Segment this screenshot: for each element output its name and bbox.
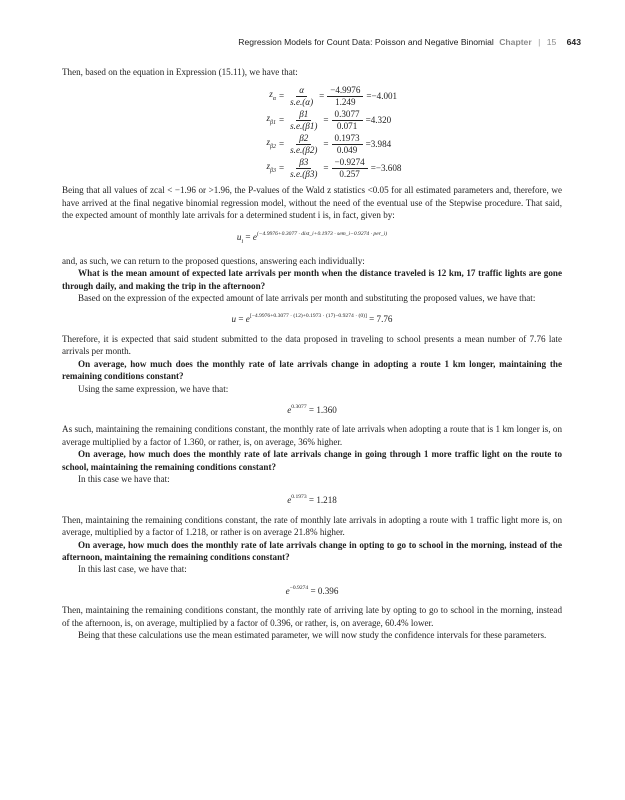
paragraph-traffic-case: In this case we have that:: [78, 473, 170, 484]
fraction-values: $\frac{-4.9976}{1.249}$: [327, 85, 363, 108]
equation-result: 4.320: [370, 115, 392, 126]
paragraph-substitution: Based on the expression of the expected amount of late arrivals per month and substituting the proposed values, we have that:: [78, 293, 536, 304]
z-equation-alpha: $z_\alpha$ = $\frac{\alpha}{s.e.(\alpha)}$ = $\frac{-4.9976}{1.249}$ = −4.001: [242, 84, 562, 108]
header-separator: |: [538, 37, 541, 47]
paragraph-period-interpretation: Then, maintaining the remaining conditions constant, the monthly rate of arriving late by opting to go to school in the morning, instead of the afternoon, is, on average, multiplied by a factor of 0.396, or rather, is, on average, 60.4% lower.: [62, 605, 562, 628]
paragraph-traffic-interpretation: Then, maintaining the remaining conditions constant, the rate of monthly late arrivals in adopting a route with 1 traffic light more is, on average, multiplied by a factor of 1.218, or rather is on average 21.8% higher.: [62, 514, 562, 538]
fraction: $\frac{\beta 1}{s.e.(\beta 1)}$: [290, 108, 318, 131]
paragraph-last-case: In this last case, we have that:: [78, 564, 187, 575]
fraction: $\frac{\alpha}{s.e.(\alpha)}$: [290, 84, 314, 107]
equation-expected-late-arrivals: u = e[−4.9976+0.3077 · (12)+0.1973 · (17)−0.9274 · (0)] = 7.76: [231, 313, 393, 325]
question-3: On average, how much does the monthly rate of late arrivals change in going through 1 more traffic light on the route to school, maintaining the remaining conditions constant?: [62, 449, 562, 472]
question-4: On average, how much does the monthly rate of late arrivals change in opting to go to school in the morning, instead of the afternoon, maintaining the remaining conditions constant?: [62, 539, 562, 562]
fraction-values: $\frac{0.1973}{0.049}$: [332, 133, 363, 156]
chapter-number: 15: [546, 37, 557, 47]
fraction-values: $\frac{0.3077}{0.071}$: [332, 109, 363, 132]
page-number: 643: [566, 37, 581, 47]
running-header: [238, 37, 581, 47]
equation-period-factor: $e^{-0.9274} = 0.396$: [285, 584, 339, 596]
equation-result: −3.608: [375, 163, 402, 174]
chapter-label: Chapter: [499, 37, 532, 47]
paragraph-questions-intro: and, as such, we can return to the proposed questions, answering each individually:: [62, 255, 365, 266]
wald-z-equations: [62, 84, 562, 180]
page-body: [62, 66, 562, 641]
paragraph-expected-result: Therefore, it is expected that said student submitted to the data proposed in traveling to school presents a mean number of 7.76 late arrivals per month.: [62, 333, 562, 357]
fraction: $\frac{\beta 3}{s.e.(\beta 3)}$: [290, 156, 318, 179]
equation-lhs: $z_{\beta 1}$: [266, 112, 276, 126]
paragraph-distance-interpretation: As such, maintaining the remaining conditions constant, the monthly rate of late arrivals when adopting a route that is 1 km longer is, on average multiplied by a factor of 1.360, or rather, is, on average, 36% higher.: [62, 424, 562, 447]
z-equation-beta2: $z_{\beta 2}$ = $\frac{\beta 2}{s.e.(\beta 2)}$ = $\frac{0.1973}{0.049}$ = 3.984: [242, 132, 562, 156]
question-2: On average, how much does the monthly rate of late arrivals change in adopting a route 1 km longer, maintaining the remaining conditions constant?: [62, 358, 562, 382]
running-title: Regression Models for Count Data: Poisson and Negative Binomial: [238, 37, 494, 47]
paragraph-same-expression: Using the same expression, we have that:: [78, 383, 229, 394]
fraction: $\frac{\beta 2}{s.e.(\beta 2)}$: [290, 132, 318, 155]
equation-result: 3.984: [370, 139, 392, 150]
z-equation-beta3: $z_{\beta 3}$ = $\frac{\beta 3}{s.e.(\beta 3)}$ = $\frac{-0.9274}{0.257}$ = −3.608: [242, 156, 562, 180]
paragraph-wald-conclusion: Being that all values of zcal < −1.96 or >1.96, the P-values of the Wald z statistics <0.05 for all estimated parameters and, therefore, we have arrived at the final negative binomial regression model, without the need of the eventual use of the Stepwise procedure. That said, the expected amount of monthly late arrivals for a determined student i is, in fact, given by:: [62, 185, 562, 221]
equation-result: −4.001: [371, 91, 398, 102]
equation-lhs: $z_\alpha$: [269, 88, 276, 102]
model-equation: $u_i = e^{(-4.9976+0.3077 \cdot dist\_i+0.1973 \cdot sem\_i-0.9274 \cdot per\_i)}$: [236, 230, 388, 245]
intro-paragraph: Then, based on the equation in Expression (15.11), we have that:: [62, 67, 298, 77]
equation-distance-factor: $e^{0.3077} = 1.360$: [287, 403, 337, 415]
equation-lhs: $z_{\beta 3}$: [266, 160, 276, 174]
paragraph-confidence-intervals: Being that these calculations use the mean estimated parameter, we will now study the confidence intervals for these parameters.: [78, 630, 547, 640]
fraction-values: $\frac{-0.9274}{0.257}$: [332, 157, 368, 180]
z-equation-beta1: $z_{\beta 1}$ = $\frac{\beta 1}{s.e.(\beta 1)}$ = $\frac{0.3077}{0.071}$ = 4.320: [242, 108, 562, 132]
equation-traffic-factor: $e^{0.1973} = 1.218$: [287, 494, 337, 506]
question-1: What is the mean amount of expected late arrivals per month when the distance traveled is 12 km, 17 traffic lights are gone through daily, and making the trip in the afternoon?: [62, 268, 562, 291]
equation-lhs: $z_{\beta 2}$: [266, 136, 276, 150]
